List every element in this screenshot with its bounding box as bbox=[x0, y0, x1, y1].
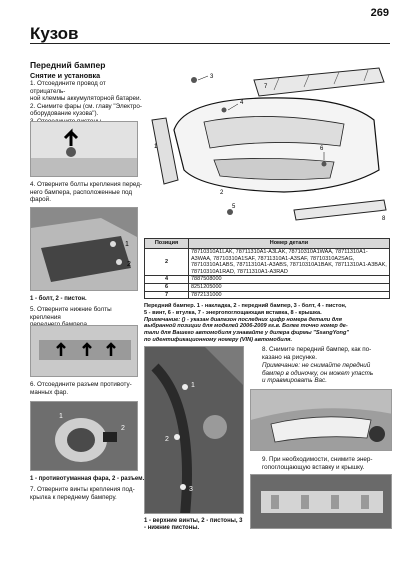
table-row bbox=[145, 276, 390, 284]
step5-text: 5. Отверните нижние болты крепления bbox=[30, 306, 112, 321]
parts-table bbox=[144, 238, 390, 299]
cell-part-numbers: 7887508000 bbox=[189, 276, 390, 284]
cell-position: 7 bbox=[145, 291, 189, 299]
step8-text: 8. Снимите передний бампер, как по- казано на рисунке. bbox=[262, 346, 372, 361]
note-text: Примечание: не снимайте передний бампер в одиночку, он может упасть и травмировать Вас. bbox=[262, 362, 374, 385]
svg-text:2: 2 bbox=[121, 425, 125, 432]
svg-text:4: 4 bbox=[240, 100, 244, 106]
header-part-number: Номер детали bbox=[189, 239, 390, 249]
svg-text:2: 2 bbox=[220, 190, 224, 196]
bumper-exploded-diagram bbox=[144, 60, 394, 235]
photo-lower-bolts-svg bbox=[31, 326, 138, 377]
table-row bbox=[145, 249, 390, 276]
cell-position: 4 bbox=[145, 276, 189, 284]
step4-text: 4. Отверните болты крепления перед- него бампера, расположенные под фарой. bbox=[30, 181, 142, 204]
photo-pistons-svg bbox=[31, 122, 138, 177]
table-row bbox=[145, 283, 390, 291]
header-position: Позиция bbox=[145, 239, 189, 249]
photo-fender-liner bbox=[144, 346, 244, 514]
photo-absorber bbox=[250, 474, 392, 529]
photo-bumper-removal bbox=[250, 389, 392, 451]
svg-text:1: 1 bbox=[154, 144, 158, 150]
caption-fender-liner: 1 - верхние винты, 2 - пистоны, 3 - нижние пистоны. bbox=[144, 518, 243, 532]
photo-headlight-bolts bbox=[30, 207, 138, 291]
bumper-diagram-svg bbox=[144, 60, 394, 235]
photo-absorber-svg bbox=[251, 475, 392, 529]
cell-part-numbers: 78710310A1LAK, 78711310A1-A3LAK, 78710310A1WAA, 78711310A1-A3WAA, 78710310A1SAF, 78711310A1-A3SAF, 78710310A2SAG, 78710310A1ABS, 78711310A1-A3ABS, 78710310A1BAK, 78711310A1-A3BAK, 78710310A1RAD, 78711310A1-A3RAD bbox=[189, 249, 390, 276]
photo-lower-bolts bbox=[30, 325, 138, 377]
section-title: Передний бампер bbox=[30, 60, 106, 70]
step6-text: 6. Отсоедините разъем противоту- манных фар. bbox=[30, 381, 132, 396]
table-header-row bbox=[145, 239, 390, 249]
svg-text:1: 1 bbox=[125, 241, 129, 248]
intro-text: 1. Отсоедините провод от отрицатель- ной клеммы аккумуляторной батареи. 2. Снимите фары (см. главу "Электро- оборудование кузова"). bbox=[30, 80, 142, 118]
photo-fender-liner-svg bbox=[145, 347, 244, 514]
svg-text:8: 8 bbox=[382, 216, 386, 222]
caption-foglamp: 1 - противотуманная фара, 2 - разъем. bbox=[30, 476, 145, 482]
svg-text:6: 6 bbox=[320, 146, 324, 152]
cell-part-numbers: 8251205000 bbox=[189, 283, 390, 291]
header-rule bbox=[30, 43, 390, 44]
svg-text:2: 2 bbox=[127, 261, 131, 268]
photo-foglamp bbox=[30, 401, 138, 471]
diagram-legend: Передний бампер. 1 - накладка, 2 - передний бампер, 3 - болт, 4 - пистон, 5 - винт, 6 - втулка, 7 - энергопоглощающая вставка, 8 - крышка. Примечание: () - указан диапазон последних цифр номера детали для выбранной позиции для моделей 2006-2009 гг.в. Более точно номер де- тали для Вашего автомобиля узнавайте у дилера фирмы "SsangYong" по идентификационному номеру (VIN) автомобиля. bbox=[144, 303, 350, 343]
photo-headlight-bolts-svg bbox=[31, 208, 138, 291]
svg-text:3: 3 bbox=[189, 486, 193, 493]
photo-pistons bbox=[30, 121, 138, 177]
cell-part-numbers: 7872131000 bbox=[189, 291, 390, 299]
photo-bumper-removal-svg bbox=[251, 390, 392, 451]
step9-text: 9. При необходимости, снимите энер- гопоглощающую вставку и крышку. bbox=[262, 456, 373, 471]
section-subtitle: Снятие и установка bbox=[30, 71, 101, 80]
cell-position: 6 bbox=[145, 283, 189, 291]
cell-position: 2 bbox=[145, 249, 189, 276]
page-header bbox=[0, 0, 403, 44]
svg-text:1: 1 bbox=[191, 382, 195, 389]
caption-bolt-piston: 1 - болт, 2 - пистон. bbox=[30, 296, 87, 302]
svg-text:1: 1 bbox=[59, 413, 63, 420]
chapter-title: Кузов bbox=[30, 24, 79, 43]
table-row bbox=[145, 291, 390, 299]
photo-foglamp-svg bbox=[31, 402, 138, 471]
page-number: 269 bbox=[370, 7, 389, 19]
svg-text:5: 5 bbox=[232, 204, 236, 210]
step7-text: 7. Отверните винты крепления под- крылка к переднему бамперу. bbox=[30, 486, 135, 501]
svg-text:3: 3 bbox=[210, 74, 214, 80]
svg-text:7: 7 bbox=[264, 84, 268, 90]
svg-text:2: 2 bbox=[165, 436, 169, 443]
